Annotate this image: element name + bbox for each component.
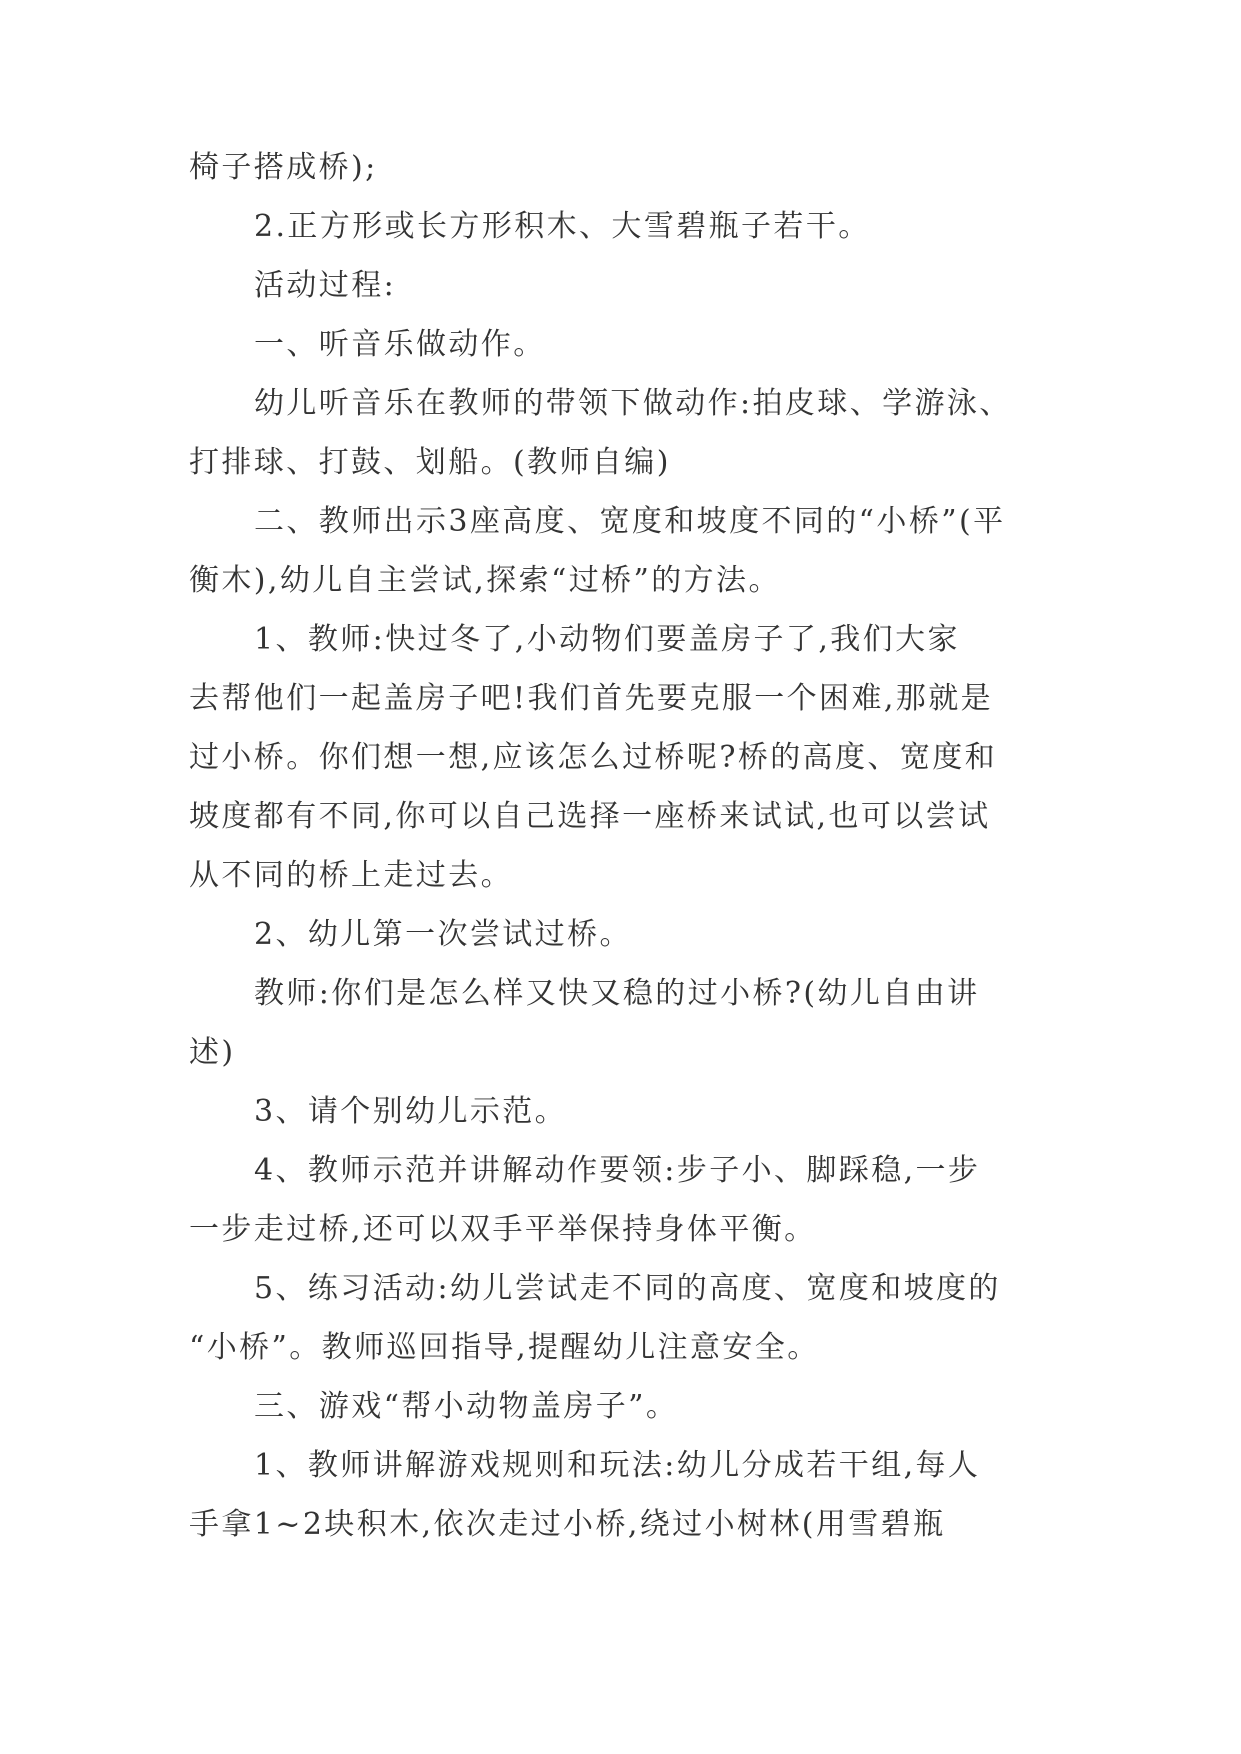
text-line: 1、教师:快过冬了,小动物们要盖房子了,我们大家 <box>254 622 960 657</box>
document-body <box>0 150 1241 1569</box>
text-line: 2、幼儿第一次尝试过桥。 <box>254 917 632 952</box>
text-line: 三、游戏“帮小动物盖房子”。 <box>254 1389 679 1424</box>
text-line: “小桥”。教师巡回指导,提醒幼儿注意安全。 <box>189 1330 820 1365</box>
text-line: 2.正方形或长方形积木、大雪碧瓶子若干。 <box>254 209 871 244</box>
text-line: 述) <box>189 1035 236 1070</box>
text-line: 衡木),幼儿自主尝试,探索“过桥”的方法。 <box>189 563 781 598</box>
text-line: 二、教师出示3座高度、宽度和坡度不同的“小桥”(平 <box>254 504 1006 539</box>
text-line: 活动过程: <box>254 268 397 303</box>
text-line: 从不同的桥上走过去。 <box>189 858 513 893</box>
text-line: 教师:你们是怎么样又快又稳的过小桥?(幼儿自由讲 <box>254 976 980 1011</box>
text-line: 一、听音乐做动作。 <box>254 327 546 362</box>
text-line: 一步走过桥,还可以双手平举保持身体平衡。 <box>189 1212 817 1247</box>
text-line: 5、练习活动:幼儿尝试走不同的高度、宽度和坡度的 <box>254 1271 1001 1306</box>
text-line: 打排球、打鼓、划船。(教师自编) <box>189 445 671 480</box>
text-line: 4、教师示范并讲解动作要领:步子小、脚踩稳,一步 <box>254 1153 981 1188</box>
text-line: 去帮他们一起盖房子吧!我们首先要克服一个困难,那就是 <box>189 681 993 716</box>
text-line: 3、请个别幼儿示范。 <box>254 1094 568 1129</box>
text-line: 椅子搭成桥); <box>189 150 378 185</box>
text-line: 手拿1~2块积木,依次走过小桥,绕过小树林(用雪碧瓶 <box>189 1507 946 1542</box>
text-line: 1、教师讲解游戏规则和玩法:幼儿分成若干组,每人 <box>254 1448 981 1483</box>
text-line: 幼儿听音乐在教师的带领下做动作:拍皮球、学游泳、 <box>254 386 1012 421</box>
text-line: 过小桥。你们想一想,应该怎么过桥呢?桥的高度、宽度和 <box>189 740 998 775</box>
text-line: 坡度都有不同,你可以自己选择一座桥来试试,也可以尝试 <box>189 799 991 834</box>
